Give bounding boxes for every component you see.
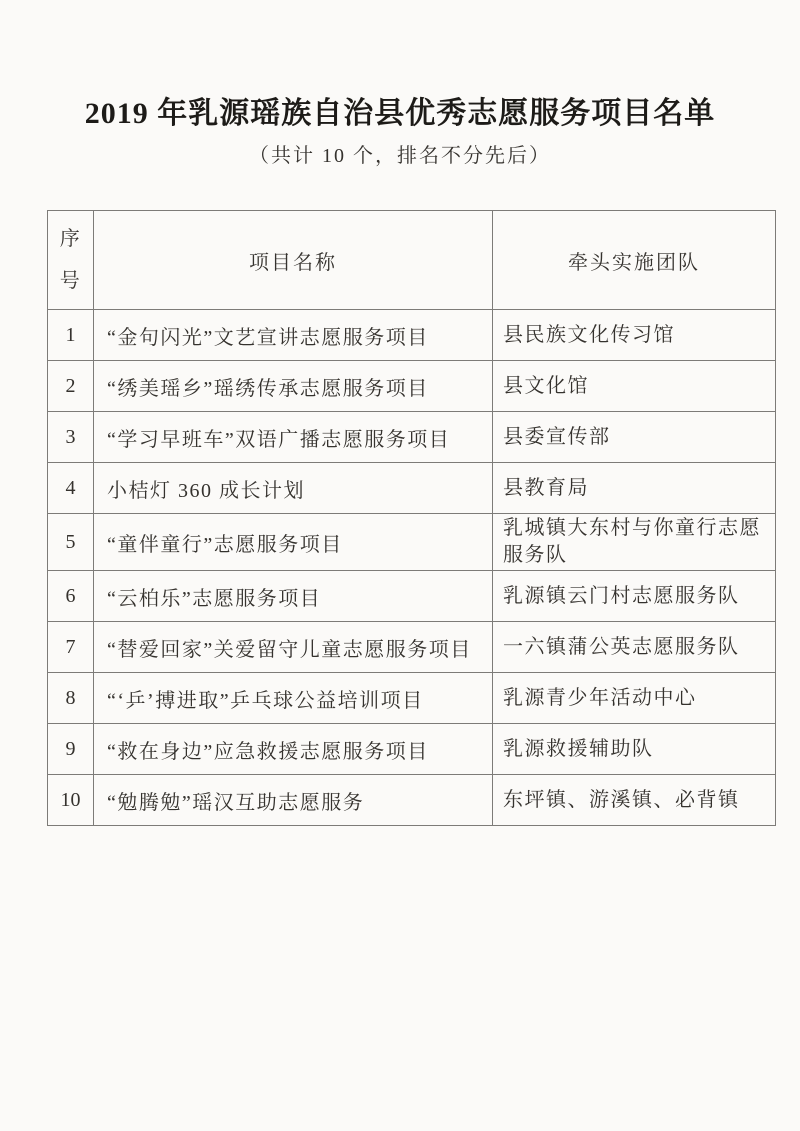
table-row [48,622,776,673]
document-title: 2019 年乳源瑶族自治县优秀志愿服务项目名单 [84,97,716,130]
row-lead-team: 县民族文化传习馆 [493,310,776,361]
row-project-name: “勉腾勉”瑶汉互助志愿服务 [94,775,493,826]
row-project-name: “‘乒’搏进取”乒乓球公益培训项目 [94,673,493,724]
row-project-name: “童伴童行”志愿服务项目 [94,514,493,571]
column-header-index [48,211,94,310]
row-index: 4 [48,463,94,514]
row-project-name: “云柏乐”志愿服务项目 [94,571,493,622]
table-row [48,724,776,775]
row-lead-team: 乳源青少年活动中心 [493,673,776,724]
row-project-name: 小桔灯 360 成长计划 [94,463,493,514]
row-project-name: “学习早班车”双语广播志愿服务项目 [94,412,493,463]
row-lead-team: 一六镇蒲公英志愿服务队 [493,622,776,673]
row-lead-team: 县委宣传部 [493,412,776,463]
table-row [48,571,776,622]
row-index: 2 [48,361,94,412]
index-header-char-top: 序 [59,228,82,250]
row-index: 5 [48,514,94,571]
projects-table [47,210,776,826]
column-header-project-name: 项目名称 [94,211,493,310]
row-lead-team: 县教育局 [493,463,776,514]
row-index: 10 [48,775,94,826]
index-header-stack [49,228,92,292]
table-row [48,412,776,463]
row-project-name: “替爱回家”关爱留守儿童志愿服务项目 [94,622,493,673]
row-lead-team: 乳源镇云门村志愿服务队 [493,571,776,622]
table-row [48,775,776,826]
index-header-char-bottom: 号 [59,270,82,292]
row-lead-team: 乳源救援辅助队 [493,724,776,775]
table-row [48,514,776,571]
table-row [48,361,776,412]
table-row [48,673,776,724]
row-index: 7 [48,622,94,673]
row-lead-team: 东坪镇、游溪镇、必背镇 [493,775,776,826]
row-project-name: “救在身边”应急救援志愿服务项目 [94,724,493,775]
table-header-row [48,211,776,310]
row-index: 3 [48,412,94,463]
table-body [48,310,776,826]
row-lead-team: 乳城镇大东村与你童行志愿服务队 [493,514,776,571]
table-row [48,463,776,514]
row-index: 1 [48,310,94,361]
row-index: 9 [48,724,94,775]
row-index: 8 [48,673,94,724]
row-project-name: “金句闪光”文艺宣讲志愿服务项目 [94,310,493,361]
row-project-name: “绣美瑶乡”瑶绣传承志愿服务项目 [94,361,493,412]
document-subtitle: （共计 10 个，排名不分先后） [249,145,551,167]
row-index: 6 [48,571,94,622]
column-header-lead-team: 牵头实施团队 [493,211,776,310]
table-row [48,310,776,361]
row-lead-team: 县文化馆 [493,361,776,412]
